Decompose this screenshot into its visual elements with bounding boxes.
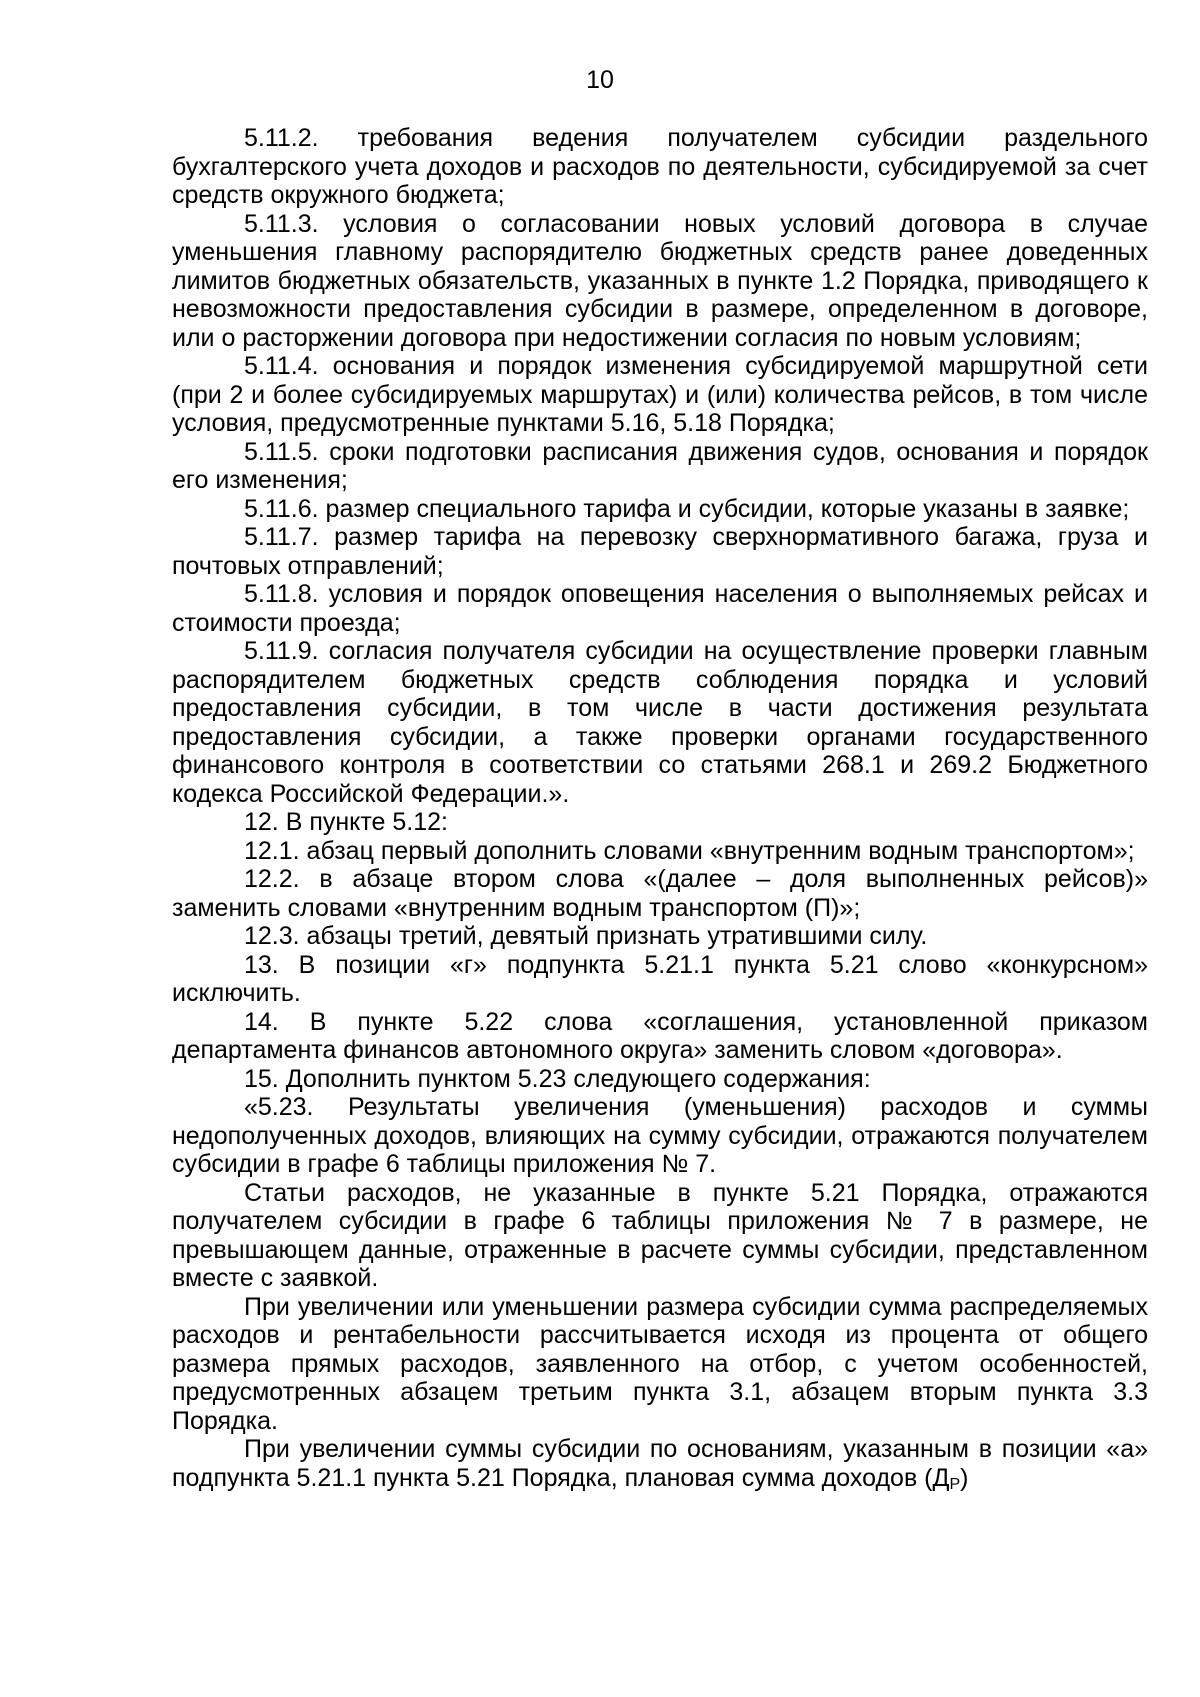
paragraph-subsidy-increase (172, 1435, 1148, 1499)
paragraph-5-11-4: 5.11.4. основания и порядок изменения субсидируемой маршрутной сети (при 2 и более субсидируемых маршрутах) и (или) количества рейсов, в том числе условия, предусмотренные пунктами 5.16, 5.18 Порядка; (172, 352, 1148, 437)
paragraph-5-11-5: 5.11.5. сроки подготовки расписания движения судов, основания и порядок его изменения; (172, 437, 1148, 494)
paragraph-5-11-9: 5.11.9. согласия получателя субсидии на осуществление проверки главным распорядителем бюджетных средств соблюдения порядка и условий предоставления субсидии, в том числе в части достижения результата предоставления субсидии, а также проверки органами государственного финансового контроля в соответствии со статьями 268.1 и 269.2 Бюджетного кодекса Российской Федерации.». (172, 637, 1148, 808)
paragraph-5-11-3: 5.11.3. условия о согласовании новых условий договора в случае уменьшения главному распорядителю бюджетных средств ранее доведенных лимитов бюджетных обязательств, указанных в пункте 1.2 Порядка, приводящего к невозможности предоставления субсидии в размере, определенном в договоре, или о расторжении договора при недостижении согласия по новым условиям; (172, 209, 1148, 352)
paragraph-5-23: «5.23. Результаты увеличения (уменьшения) расходов и суммы недополученных доходов, влияющих на сумму субсидии, отражаются получателем субсидии в графе 6 таблицы приложения № 7. (172, 1093, 1148, 1178)
paragraph-12-2: 12.2. в абзаце втором слова «(далее – доля выполненных рейсов)» заменить словами «внутренним водным транспортом (П)»; (172, 865, 1148, 922)
paragraph-subsidy-increase-text: При увеличении суммы субсидии по основаниям, указанным в позиции «а» подпункта 5.21.1 пункта 5.21 Порядка, плановая сумма доходов (Д (172, 1435, 1148, 1492)
paragraph-14: 14. В пункте 5.22 слова «соглашения, установленной приказом департамента финансов автономного округа» заменить словом «договора». (172, 1007, 1148, 1064)
paragraph-15: 15. Дополнить пунктом 5.23 следующего содержания: (244, 1064, 871, 1093)
paragraph-13: 13. В позиции «г» подпункта 5.21.1 пункта 5.21 слово «конкурсном» исключить. (172, 950, 1148, 1007)
planned-income-subscript: Р (949, 1475, 961, 1493)
paragraph-12-1: 12.1. абзац первый дополнить словами «внутренним водным транспортом»; (244, 836, 1135, 865)
paragraph-12-3: 12.3. абзацы третий, девятый признать утратившими силу. (244, 922, 928, 950)
paragraph-expense-items: Статьи расходов, не указанные в пункте 5.21 Порядка, отражаются получателем субсидии в графе 6 таблицы приложения № 7 в размере, не превышающем данные, отраженные в расчете суммы субсидии, представленном вместе с заявкой. (172, 1178, 1148, 1292)
paragraph-12: 12. В пункте 5.12: (244, 808, 449, 836)
paragraph-5-11-2: 5.11.2. требования ведения получателем субсидии раздельного бухгалтерского учета доходов и расходов по деятельности, субсидируемой за счет средств окружного бюджета; (172, 124, 1148, 209)
page-number: 10 (586, 66, 614, 94)
paragraph-5-11-7: 5.11.7. размер тарифа на перевозку сверхнормативного багажа, груза и почтовых отправлений; (172, 523, 1148, 580)
paragraph-5-11-8: 5.11.8. условия и порядок оповещения населения о выполняемых рейсах и стоимости проезда; (172, 580, 1148, 637)
paragraph-subsidy-increase-tail: ) (960, 1463, 969, 1492)
paragraph-5-11-6: 5.11.6. размер специального тарифа и субсидии, которые указаны в заявке; (244, 494, 1130, 523)
paragraph-subsidy-change: При увеличении или уменьшении размера субсидии сумма распределяемых расходов и рентабельности рассчитывается исходя из процента от общего размера прямых расходов, заявленного на отбор, с учетом особенностей, предусмотренных абзацем третьим пункта 3.1, абзацем вторым пункта 3.3 Порядка. (172, 1292, 1148, 1435)
document-body (172, 124, 1148, 1499)
